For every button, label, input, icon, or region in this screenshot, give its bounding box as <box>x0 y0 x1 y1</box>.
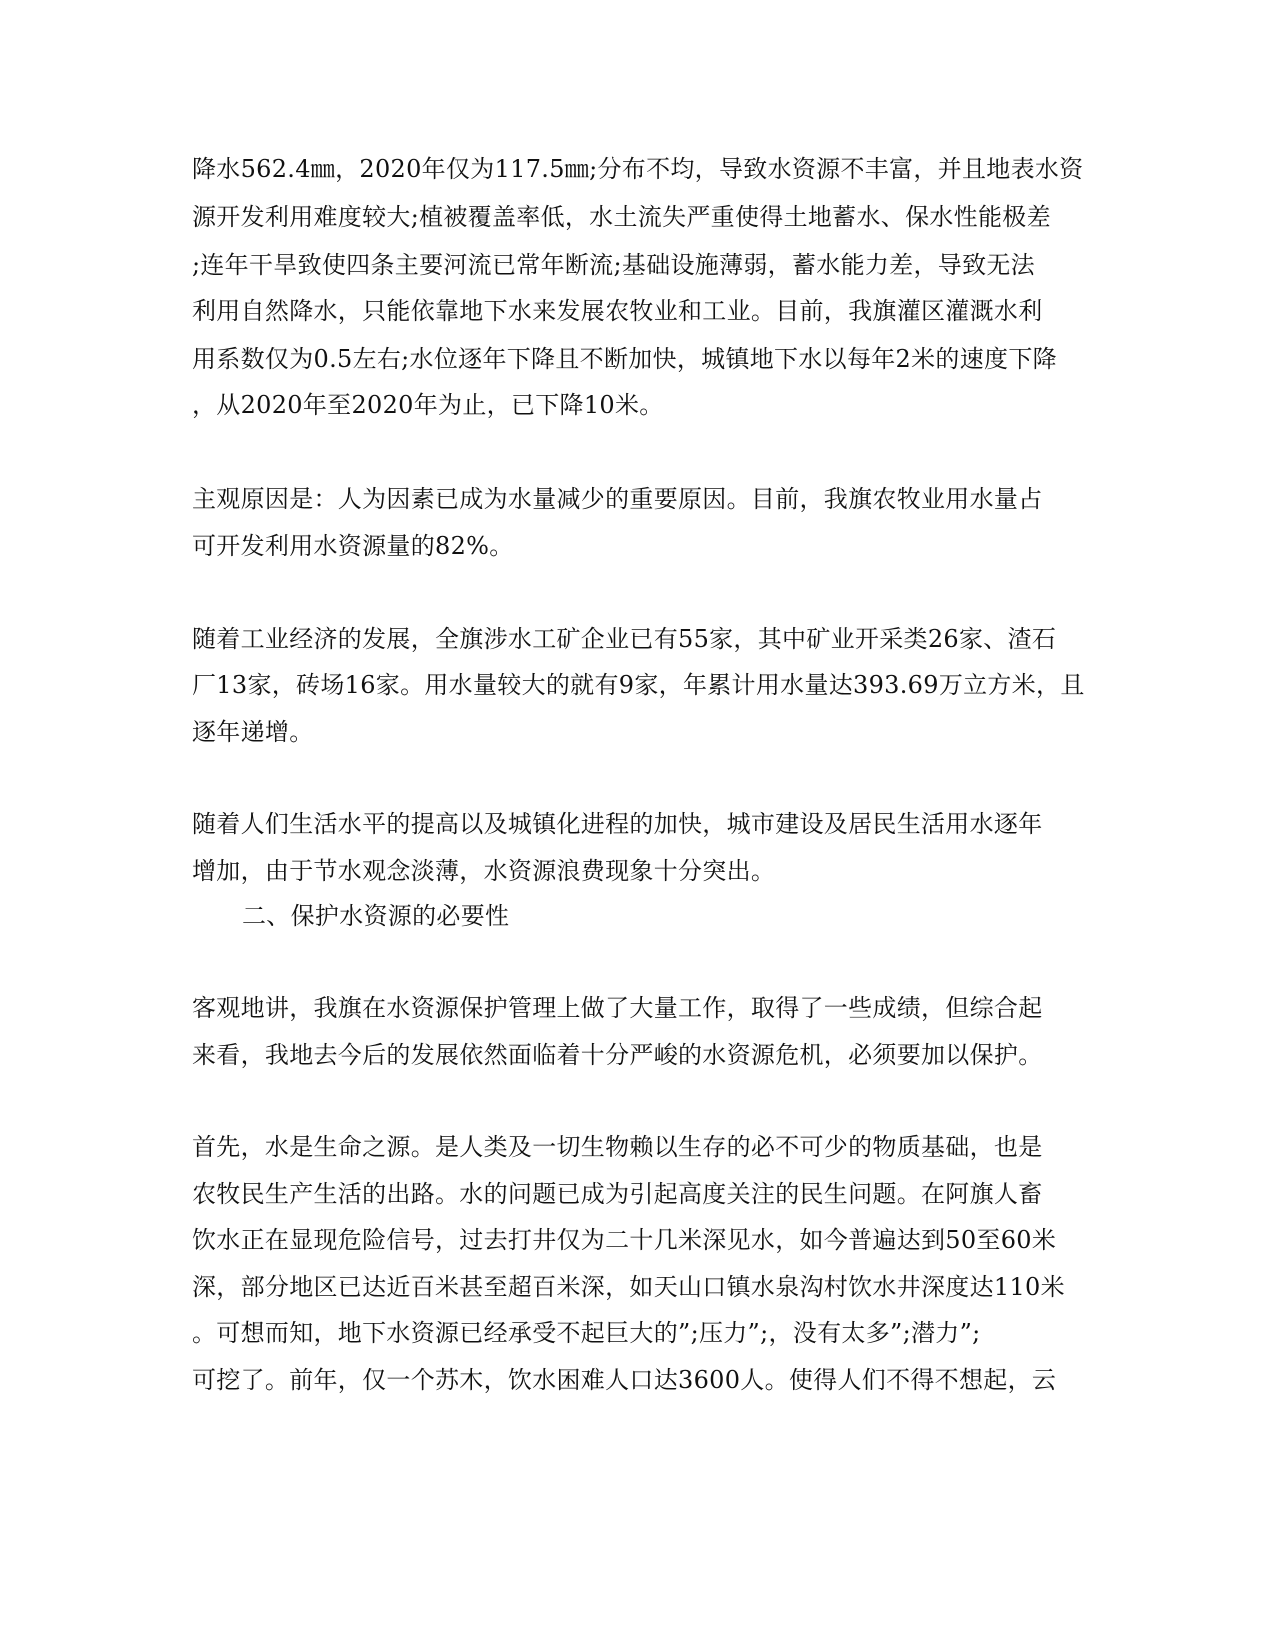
text-line: 深，部分地区已达近百米甚至超百米深，如天山口镇水泉沟村饮水井深度达110米 <box>192 1273 1065 1301</box>
text-line: 利用自然降水，只能依靠地下水来发展农牧业和工业。目前，我旗灌区灌溉水利 <box>192 297 1043 325</box>
text-line: 首先，水是生命之源。是人类及一切生物赖以生存的必不可少的物质基础，也是 <box>192 1133 1043 1161</box>
text-line: 主观原因是：人为因素已成为水量减少的重要原因。目前，我旗农牧业用水量占 <box>192 485 1043 513</box>
text-line: 降水562.4㎜，2020年仅为117.5㎜;分布不均，导致水资源不丰富，并且地表水资 <box>192 155 1084 183</box>
text-line: 厂13家，砖场16家。用水量较大的就有9家，年累计用水量达393.69万立方米，且 <box>192 671 1085 699</box>
text-line: 随着人们生活水平的提高以及城镇化进程的加快，城市建设及居民生活用水逐年 <box>192 810 1043 838</box>
text-line: 。可想而知，地下水资源已经承受不起巨大的”;压力”;，没有太多”;潜力”; <box>192 1319 981 1347</box>
text-line: 客观地讲，我旗在水资源保护管理上做了大量工作，取得了一些成绩，但综合起 <box>192 994 1043 1022</box>
text-line: 农牧民生产生活的出路。水的问题已成为引起高度关注的民生问题。在阿旗人畜 <box>192 1180 1043 1208</box>
text-line: ，从2020年至2020年为止，已下降10米。 <box>192 391 664 419</box>
section-heading: 二、保护水资源的必要性 <box>242 902 510 930</box>
text-line: 随着工业经济的发展，全旗涉水工矿企业已有55家，其中矿业开采类26家、渣石 <box>192 625 1057 653</box>
text-line: 饮水正在显现危险信号，过去打井仅为二十几米深见水，如今普遍达到50至60米 <box>192 1226 1057 1254</box>
text-line: 源开发利用难度较大;植被覆盖率低，水土流失严重使得土地蓄水、保水性能极差 <box>192 203 1051 231</box>
text-line: 来看，我地去今后的发展依然面临着十分严峻的水资源危机，必须要加以保护。 <box>192 1041 1043 1069</box>
text-line: 增加，由于节水观念淡薄，水资源浪费现象十分突出。 <box>192 857 776 885</box>
text-line: 可开发利用水资源量的82%。 <box>192 532 514 560</box>
text-line: 逐年递增。 <box>192 718 314 746</box>
text-line: 用系数仅为0.5左右;水位逐年下降且不断加快，城镇地下水以每年2米的速度下降 <box>192 345 1057 373</box>
text-line: 可挖了。前年，仅一个苏木，饮水困难人口达3600人。使得人们不得不想起，云 <box>192 1366 1057 1394</box>
text-line: ;连年干旱致使四条主要河流已常年断流;基础设施薄弱，蓄水能力差，导致无法 <box>192 251 1035 279</box>
